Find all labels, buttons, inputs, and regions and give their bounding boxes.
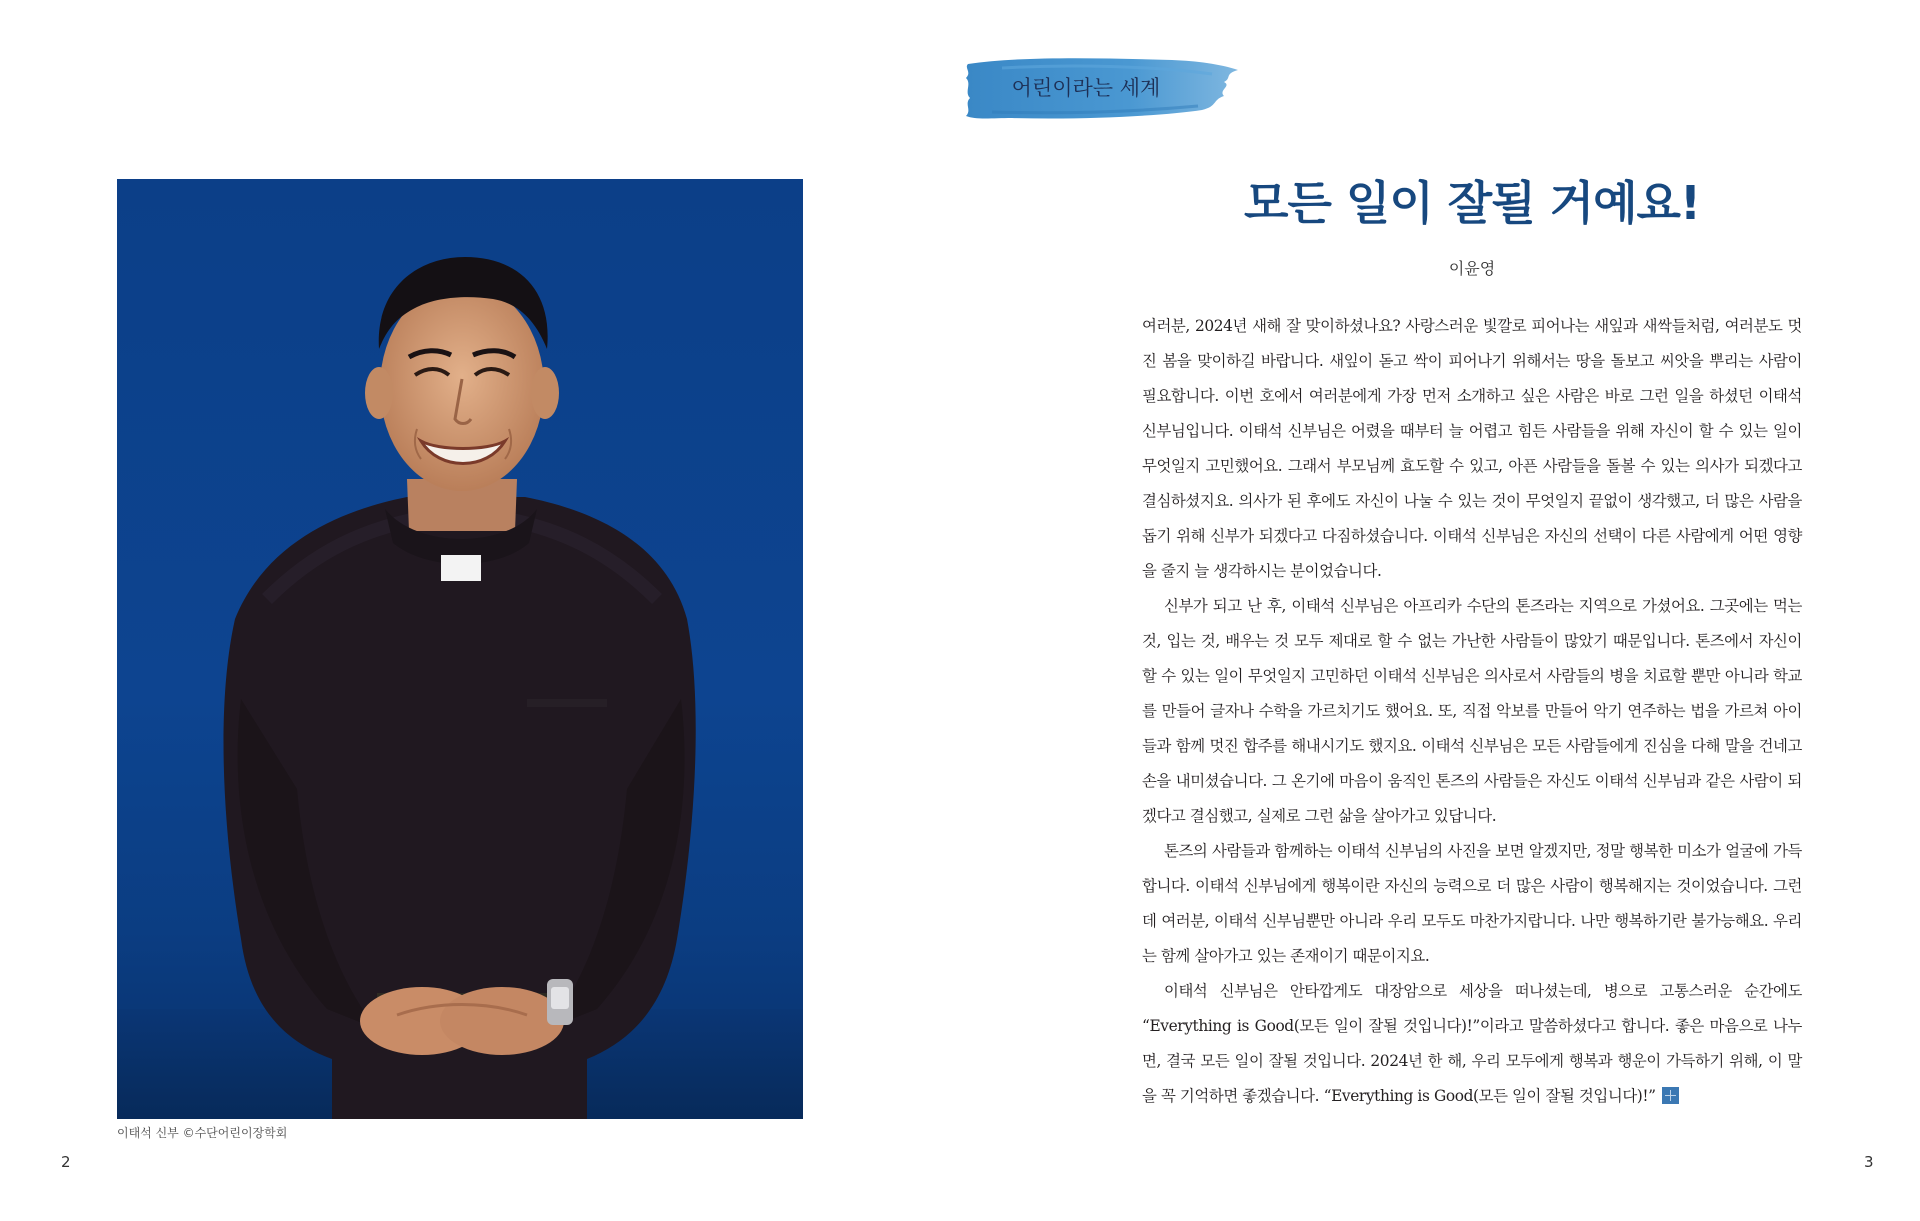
article-paragraph (1142, 834, 1802, 974)
article-author: 이윤영 (1448, 259, 1496, 278)
photo-caption: 이태석 신부 ©수단어린이장학회 (117, 1126, 288, 1140)
section-tag (962, 54, 1244, 126)
article-title: 모든 일이 잘될 거예요! (1244, 176, 1700, 230)
article-paragraph-text: 톤즈의 사람들과 함께하는 이태석 신부님의 사진을 보면 알겠지만, 정말 행복한 미소가 얼굴에 가득합니다. 이태석 신부님에게 행복이란 자신의 능력으로 더 많은 사람이 행복해지는 것이었습니다. 그런데 여러분, 이태석 신부님뿐만 아니라 우리 모두도 마찬가지랍니다. 나만 행복하기란 불가능해요. 우리는 함께 살아가고 있는 존재이기 때문이지요. (1142, 842, 1802, 965)
portrait-illustration (117, 179, 803, 1119)
article-paragraph (1142, 589, 1802, 834)
page-number-left: 2 (61, 1153, 71, 1171)
end-mark-icon (1662, 1087, 1679, 1104)
portrait-photo (117, 179, 803, 1119)
article-body (1142, 309, 1802, 1114)
article-paragraph-text: 이태석 신부님은 안타깝게도 대장암으로 세상을 떠나셨는데, 병으로 고통스러운 순간에도 “Everything is Good(모든 일이 잘될 것입니다)!”이라고 말씀하셨다고 합니다. 좋은 마음으로 나누면, 결국 모든 일이 잘될 것입니다. 2024년 한 해, 우리 모두에게 행복과 행운이 가득하기 위해, 이 말을 꼭 기억하면 좋겠습니다. “Everything is Good(모든 일이 잘될 것입니다)!” (1142, 982, 1802, 1105)
article-paragraph (1142, 974, 1802, 1114)
section-tag-label: 어린이라는 세계 (1011, 76, 1161, 100)
article-paragraph (1142, 309, 1802, 589)
page-number-right: 3 (1864, 1153, 1874, 1171)
article-paragraph-text: 여러분, 2024년 새해 잘 맞이하셨나요? 사랑스러운 빛깔로 피어나는 새잎과 새싹들처럼, 여러분도 멋진 봄을 맞이하길 바랍니다. 새잎이 돋고 싹이 피어나기 위해서는 땅을 돌보고 씨앗을 뿌리는 사람이 필요합니다. 이번 호에서 여러분에게 가장 먼저 소개하고 싶은 사람은 바로 그런 일을 하셨던 이태석 신부님입니다. 이태석 신부님은 어렸을 때부터 늘 어렵고 힘든 사람들을 위해 자신이 할 수 있는 일이 무엇일지 고민했어요. 그래서 부모님께 효도할 수 있고, 아픈 사람들을 돌볼 수 있는 의사가 되겠다고 결심하셨지요. 의사가 된 후에도 자신이 나눌 수 있는 것이 무엇일지 끝없이 생각했고, 더 많은 사람을 돕기 위해 신부가 되겠다고 다짐하셨습니다. 이태석 신부님은 자신의 선택이 다른 사람에게 어떤 영향을 줄지 늘 생각하시는 분이었습니다. (1142, 317, 1802, 580)
article-paragraph-text: 신부가 되고 난 후, 이태석 신부님은 아프리카 수단의 톤즈라는 지역으로 가셨어요. 그곳에는 먹는 것, 입는 것, 배우는 것 모두 제대로 할 수 없는 가난한 사람들이 많았기 때문입니다. 톤즈에서 자신이 할 수 있는 일이 무엇일지 고민하던 이태석 신부님은 의사로서 사람들의 병을 치료할 뿐만 아니라 학교를 만들어 글자나 수학을 가르치기도 했어요. 또, 직접 악보를 만들어 악기 연주하는 법을 가르쳐 아이들과 함께 멋진 합주를 해내시기도 했지요. 이태석 신부님은 모든 사람들에게 진심을 다해 말을 건네고 손을 내미셨습니다. 그 온기에 마음이 움직인 톤즈의 사람들은 자신도 이태석 신부님과 같은 사람이 되겠다고 결심했고, 실제로 그런 삶을 살아가고 있답니다. (1142, 597, 1802, 825)
